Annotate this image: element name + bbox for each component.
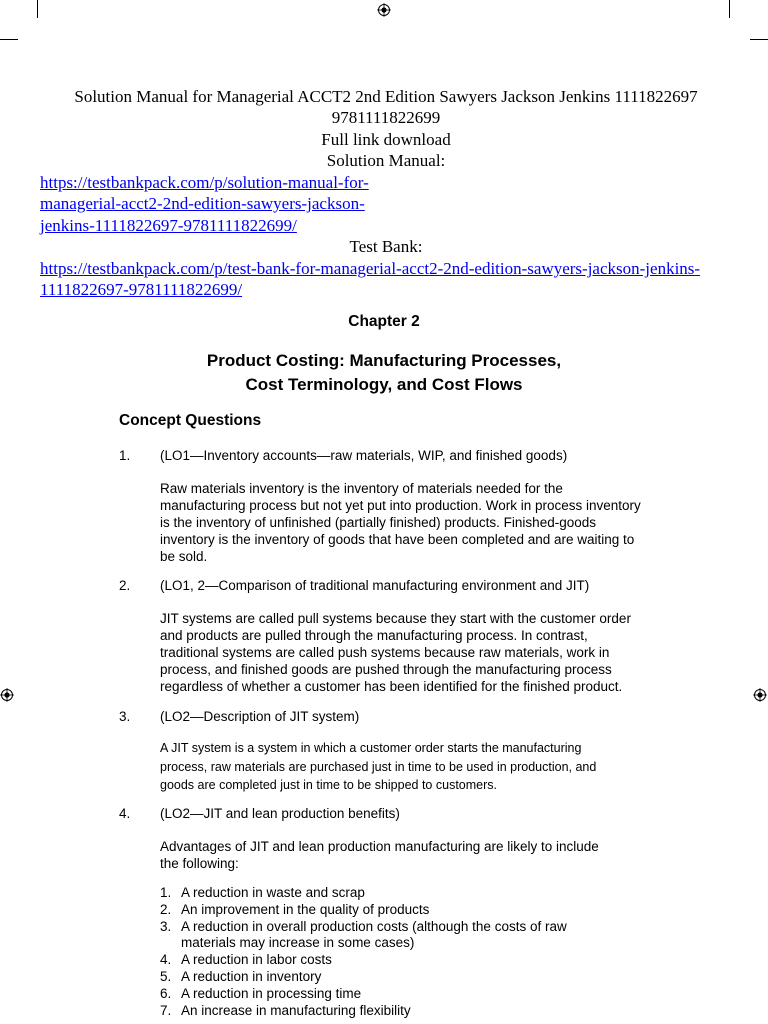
question-answer	[160, 610, 660, 695]
answer-line: goods are completed just in time to be shipped to customers.	[160, 778, 497, 792]
answer-line: regardless of whether a customer has been identified for the finished product.	[160, 679, 623, 694]
answer-line: and products are pulled through the manufacturing process. In contrast,	[160, 628, 588, 643]
question-topic: (LO2—JIT and lean production benefits)	[160, 806, 400, 821]
answer-line: inventory is the inventory of goods that have been completed and are waiting to	[160, 532, 635, 547]
question-answer	[160, 739, 660, 795]
registration-mark-icon	[0, 688, 14, 702]
list-item: 1. A reduction in waste and scrap	[160, 885, 365, 900]
answer-line: Advantages of JIT and lean production manufacturing are likely to include	[160, 839, 599, 854]
answer-line: Raw materials inventory is the inventory of materials needed for the	[160, 481, 563, 496]
answer-line: is the inventory of unfinished (partially finished) products. Finished-goods	[160, 515, 596, 530]
chapter-title-line: Cost Terminology, and Cost Flows	[245, 375, 523, 394]
chapter-heading: Chapter 2	[348, 313, 420, 330]
question-topic: (LO1—Inventory accounts—raw materials, WIP, and finished goods)	[160, 448, 568, 463]
crop-mark-top-left	[37, 0, 38, 18]
section-heading: Concept Questions	[119, 412, 262, 429]
list-item: 7. An increase in manufacturing flexibility	[160, 1002, 411, 1018]
registration-mark-icon	[377, 3, 391, 17]
answer-line: process, raw materials are purchased just in time to be used in production, and	[160, 759, 597, 774]
question-number: 1.	[119, 448, 131, 463]
question-answer	[160, 480, 660, 565]
crop-mark-right	[750, 39, 768, 40]
registration-mark-icon	[753, 688, 767, 702]
question-number: 4.	[119, 806, 131, 821]
solution-manual-link[interactable]: jenkins-1111822697-9781111822699/	[40, 216, 297, 235]
answer-line: be sold.	[160, 549, 208, 564]
answer-line: JIT systems are called pull systems because they start with the customer order	[160, 611, 631, 626]
question-number: 3.	[119, 709, 131, 724]
header-full-link-label: Full link download	[321, 130, 451, 149]
header-title-line-1: Solution Manual for Managerial ACCT2 2nd Edition Sawyers Jackson Jenkins 1111822697	[74, 87, 698, 106]
solution-manual-link[interactable]: managerial-acct2-2nd-edition-sawyers-jackson-	[40, 194, 365, 213]
crop-mark-top-right	[729, 0, 730, 18]
list-item: 3. A reduction in overall production costs (although the costs of raw materials may increase in some cases)	[160, 918, 567, 951]
answer-line: the following:	[160, 856, 239, 871]
solution-manual-link[interactable]: https://testbankpack.com/p/solution-manual-for-	[40, 173, 369, 192]
list-item: 2. An improvement in the quality of products	[160, 901, 430, 917]
list-item: 4. A reduction in labor costs	[160, 952, 332, 968]
header-title-line-2: 9781111822699	[331, 108, 441, 127]
test-bank-label: Test Bank:	[349, 237, 423, 256]
test-bank-link[interactable]: https://testbankpack.com/p/test-bank-for-managerial-acct2-2nd-edition-sawyers-jackson-jenkins-	[40, 259, 701, 278]
question-topic: (LO1, 2—Comparison of traditional manufacturing environment and JIT)	[160, 578, 590, 593]
test-bank-link[interactable]: 1111822697-9781111822699/	[40, 280, 243, 299]
header-solution-manual-label: Solution Manual:	[326, 151, 446, 170]
crop-mark-left	[0, 39, 18, 40]
question-number: 2.	[119, 578, 131, 593]
chapter-title	[0, 349, 768, 397]
question-topic: (LO2—Description of JIT system)	[160, 709, 360, 724]
answer-line: process, and finished goods are pushed through the manufacturing process	[160, 662, 612, 677]
benefits-list	[160, 885, 567, 1019]
chapter-title-line: Product Costing: Manufacturing Processes,	[206, 351, 562, 370]
list-item: 5. A reduction in inventory	[160, 968, 322, 984]
answer-line: traditional systems are called push systems because raw materials, work in	[160, 645, 610, 660]
question-answer	[160, 838, 660, 872]
answer-line: manufacturing process but not yet put into production. Work in process inventory	[160, 498, 641, 513]
list-item: 6. A reduction in processing time	[160, 985, 362, 1001]
answer-line: A JIT system is a system in which a customer order starts the manufacturing	[160, 741, 582, 755]
